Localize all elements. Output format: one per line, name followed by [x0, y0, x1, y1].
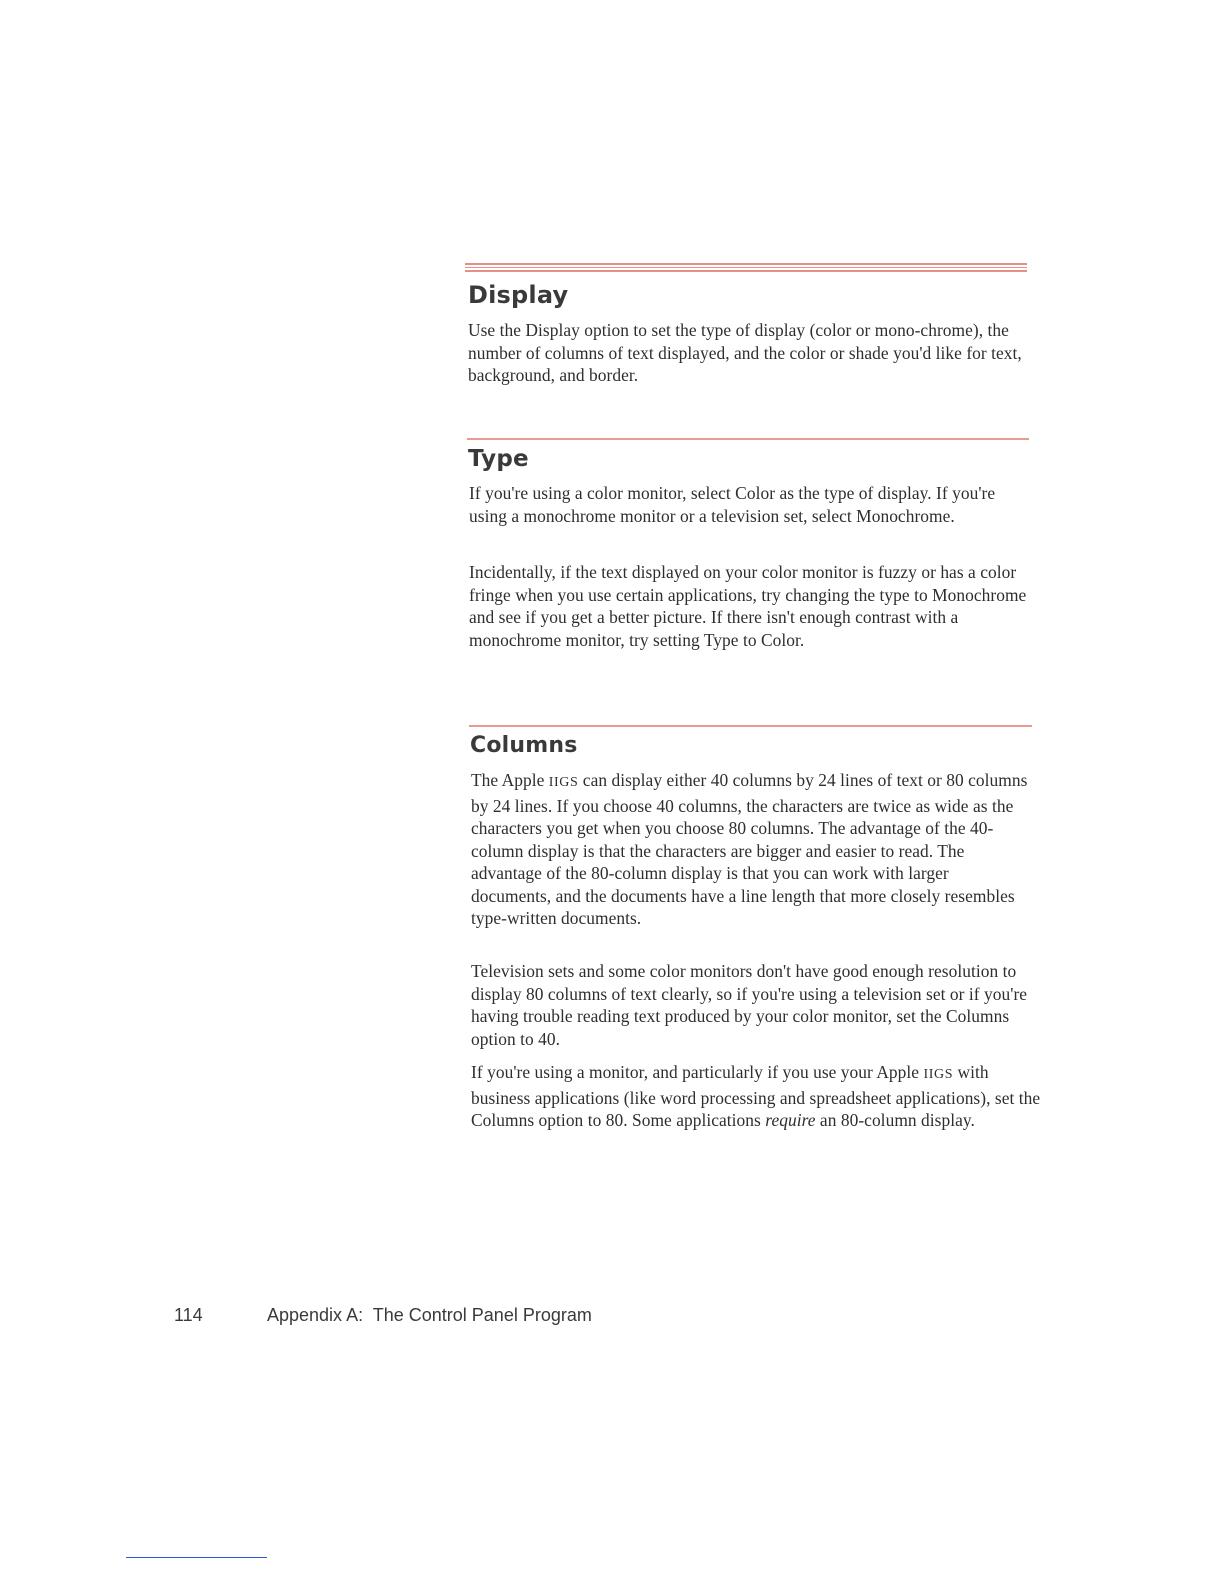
columns-p3-model: IIGS: [923, 1067, 954, 1082]
running-title: Appendix A: The Control Panel Program: [267, 1305, 592, 1325]
columns-p1-rest: can display either 40 columns by 24 lines of text or 80 columns by 24 lines. If you choose 40 columns, the characters are twice as wide as the characters you get when you choose 80 columns. The advantage of the 40-column display is that the characters are bigger and easier to read. The advantage of the 80-column display is that you can work with larger documents, and the documents have a line length that more closely resembles type-written documents.: [471, 770, 1028, 928]
columns-p3-start: If you're using a monitor, and particularly if you use your Apple: [471, 1062, 924, 1082]
type-paragraph-2: Incidentally, if the text displayed on your color monitor is fuzzy or has a color fringe when you use certain applications, try changing the type to Monochrome and see if you get a better picture. If there isn't enough contrast with a monochrome monitor, try setting Type to Color.: [469, 562, 1027, 650]
page-number: 114: [174, 1305, 203, 1325]
bottom-divider: [126, 1557, 267, 1558]
columns-p3-end: an 80-column display.: [815, 1110, 975, 1130]
section-rule-columns: [469, 725, 1032, 727]
columns-paragraph-1: [471, 769, 1033, 930]
section-rule-type: [467, 438, 1029, 440]
columns-paragraph-2: Television sets and some color monitors don't have good enough resolution to display 80 columns of text clearly, so if you're using a television set or if you're having trouble reading text produced by your color monitor, set the Columns option to 40.: [471, 961, 1028, 1049]
columns-p3-emphasis: require: [765, 1110, 816, 1130]
columns-p1-model: IIGS: [548, 775, 579, 790]
heading-columns: Columns: [470, 733, 578, 758]
heading-type: Type: [468, 446, 529, 472]
section-rule-double: [465, 263, 1027, 275]
heading-display: Display: [468, 281, 569, 309]
columns-p1-start: The Apple: [471, 770, 549, 790]
display-paragraph: Use the Display option to set the type of display (color or mono-chrome), the number of columns of text displayed, and the color or shade you'd like for text, background, and border.: [468, 320, 1022, 385]
columns-paragraph-3: [471, 1061, 1041, 1132]
columns-p3-middle: with business applications (like word processing and spreadsheet applications), set the Columns option to 80. Some applications: [471, 1062, 1041, 1130]
type-paragraph-1: If you're using a color monitor, select Color as the type of display. If you're using a monochrome monitor or a television set, select Monochrome.: [469, 483, 996, 526]
